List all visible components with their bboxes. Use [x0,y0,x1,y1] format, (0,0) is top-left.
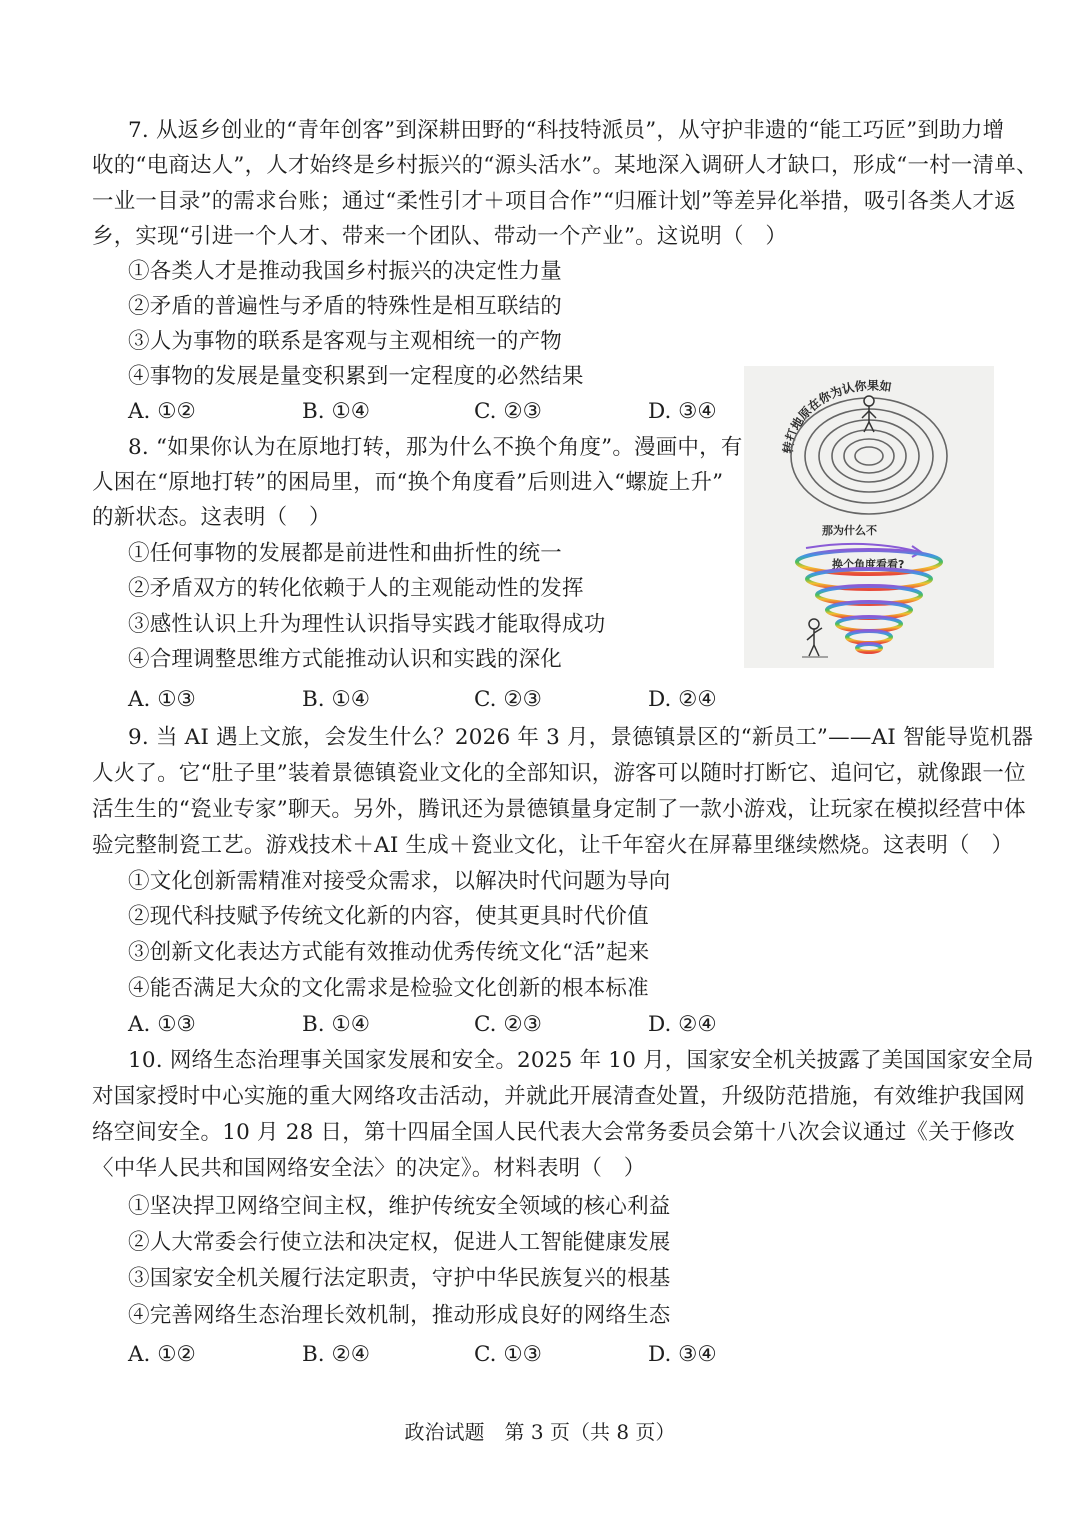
question-10-stem-line-2: 对国家授时中心实施的重大网络攻击活动，并就此开展清查处置，升级防范措施，有效维护我国网 [92,1084,1026,1109]
question-10-stem-line-4: 〈中华人民共和国网络安全法〉的决定》。材料表明（ ） [92,1156,646,1181]
option-d[interactable]: D. ③④ [648,399,717,424]
question-7-stem-line-2: 收的“电商达人”，人才始终是乡村振兴的“源头活水”。某地深入调研人才缺口，形成“一村一清单、 [92,153,1038,178]
question-7-item-1: ①各类人才是推动我国乡村振兴的决定性力量 [128,259,563,284]
option-d[interactable]: D. ③④ [648,1342,717,1367]
stick-figure-bottom [802,619,828,657]
question-8-stem-line-2: 人困在“原地打转”的困局里，而“换个角度看”后则进入“螺旋上升” [92,470,724,495]
question-9-stem-line-4: 验完整制瓷工艺。游戏技术＋AI 生成＋瓷业文化，让千年窑火在屏幕里继续燃烧。这表明（ ） [92,833,1014,858]
question-8-item-2: ②矛盾双方的转化依赖于人的主观能动性的发挥 [128,576,584,601]
spiral-cartoon [744,366,994,668]
option-d[interactable]: D. ②④ [648,1012,717,1037]
question-7-stem-line-1: 7. 从返乡创业的“青年创客”到深耕田野的“科技特派员”，从守护非遗的“能工巧匠”到助力增 [128,118,1005,143]
question-9-item-2: ②现代科技赋予传统文化新的内容，使其更具时代价值 [128,904,649,929]
question-8-item-3: ③感性认识上升为理性认识指导实践才能取得成功 [128,612,606,637]
question-9-item-3: ③创新文化表达方式能有效推动优秀传统文化“活”起来 [128,940,650,965]
question-10-item-2: ②人大常委会行使立法和决定权，促进人工智能健康发展 [128,1230,671,1255]
option-b[interactable]: B. ①④ [302,399,371,424]
question-7-item-2: ②矛盾的普遍性与矛盾的特殊性是相互联结的 [128,294,563,319]
question-9-item-4: ④能否满足大众的文化需求是检验文化创新的根本标准 [128,976,649,1001]
question-10-stem-line-1: 10. 网络生态治理事关国家发展和安全。2025 年 10 月，国家安全机关披露了美国国家安全局 [128,1048,1034,1073]
question-10-item-3: ③国家安全机关履行法定职责，守护中华民族复兴的根基 [128,1266,671,1291]
option-c[interactable]: C. ②③ [474,399,542,424]
option-c[interactable]: C. ②③ [474,687,542,712]
question-10-item-4: ④完善网络生态治理长效机制，推动形成良好的网络生态 [128,1303,671,1328]
option-b[interactable]: B. ②④ [302,1342,371,1367]
question-9-stem-line-3: 活生生的“瓷业专家”聊天。另外，腾讯还为景德镇量身定制了一款小游戏，让玩家在模拟经营中体 [92,797,1026,822]
cartoon-top-text: 转打地原在你为认你果如 [780,378,893,455]
spiral-cartoon-drawing [744,366,994,668]
question-9-stem-line-1: 9. 当 AI 遇上文旅，会发生什么？2026 年 3 月，景德镇景区的“新员工”——AI 智能导览机器 [128,725,1034,750]
question-8-stem-line-1: 8. “如果你认为在原地打转，那为什么不换个角度”。漫画中，有 [128,435,743,460]
question-7-item-4: ④事物的发展是量变积累到一定程度的必然结果 [128,364,584,389]
option-c[interactable]: C. ②③ [474,1012,542,1037]
option-a[interactable]: A. ①② [128,399,196,424]
question-8-item-1: ①任何事物的发展都是前进性和曲折性的统一 [128,541,563,566]
question-9-stem-line-2: 人火了。它“肚子里”装着景德镇瓷业文化的全部知识，游客可以随时打断它、追问它，就像跟一位 [92,761,1026,786]
option-a[interactable]: A. ①③ [128,687,196,712]
question-7-item-3: ③人为事物的联系是客观与主观相统一的产物 [128,329,563,354]
question-9-item-1: ①文化创新需精准对接受众需求，以解决时代问题为导向 [128,869,671,894]
stick-figure-top [862,396,876,432]
question-7-stem-line-3: 一业一目录”的需求台账；通过“柔性引才＋项目合作”“归雁计划”等差异化举措，吸引各类人才返 [92,189,1016,214]
question-7-stem-line-4: 乡，实现“引进一个人才、带来一个团队、带动一个产业”。这说明（ ） [92,224,788,249]
option-b[interactable]: B. ①④ [302,687,371,712]
option-d[interactable]: D. ②④ [648,687,717,712]
option-a[interactable]: A. ①③ [128,1012,196,1037]
option-c[interactable]: C. ①③ [474,1342,542,1367]
question-10-stem-line-3: 络空间安全。10 月 28 日，第十四届全国人民代表大会常务委员会第十八次会议通过《关于修改 [92,1120,1015,1145]
question-10-item-1: ①坚决捍卫网络空间主权，维护传统安全领域的核心利益 [128,1194,671,1219]
cartoon-bottom-text-1: 那为什么不 [822,524,877,537]
question-8-stem-line-3: 的新状态。这表明（ ） [92,505,331,530]
option-a[interactable]: A. ①② [128,1342,196,1367]
question-8-item-4: ④合理调整思维方式能推动认识和实践的深化 [128,647,563,672]
option-b[interactable]: B. ①④ [302,1012,371,1037]
cartoon-bottom-text-2: 换个角度看看? [832,558,905,571]
page-footer: 政治试题 第 3 页（共 8 页） [404,1420,676,1444]
